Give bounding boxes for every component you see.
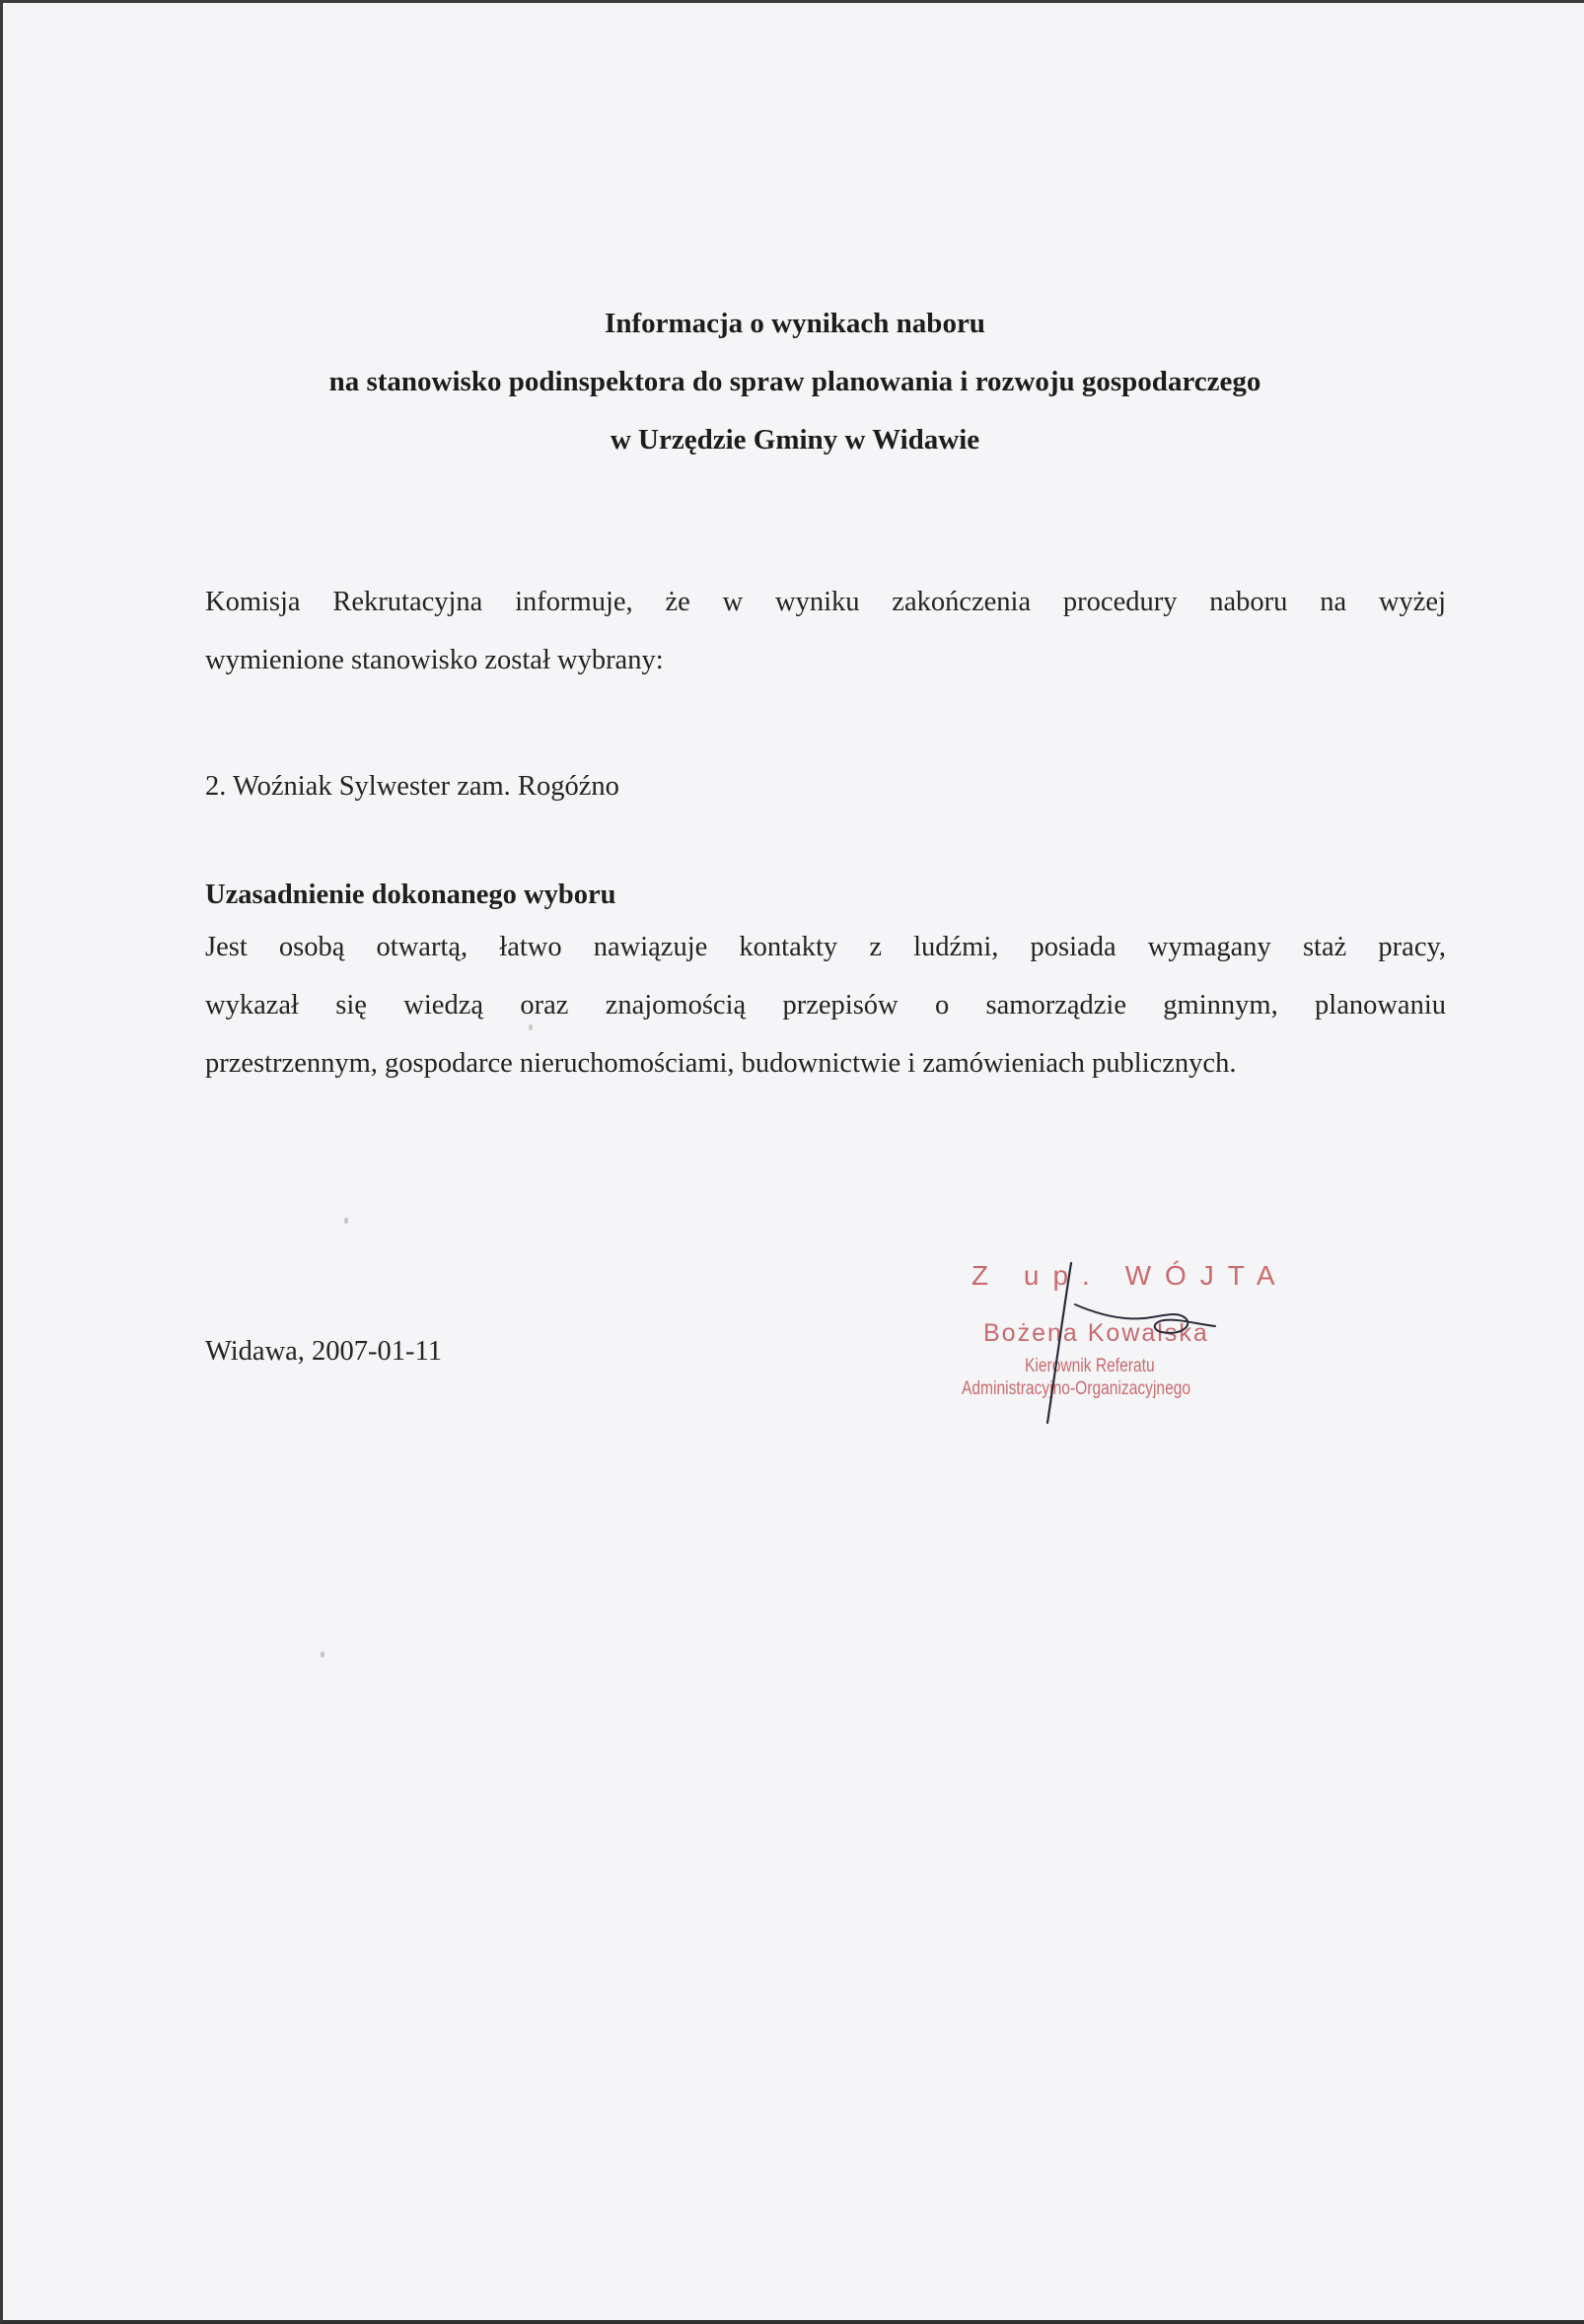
stamp-line-1: Z up. WÓJTA (972, 1260, 1289, 1291)
selected-candidate: 2. Woźniak Sylwester zam. Rogóźno (205, 771, 619, 802)
title-line-3: w Urzędzie Gminy w Widawie (610, 424, 980, 456)
scan-speck (344, 1218, 348, 1224)
justification-line-1: Jest osobą otwartą, łatwo nawiązuje kontakty z ludźmi, posiada wymagany staż pracy, (205, 932, 1446, 962)
title-line-1: Informacja o wynikach naboru (605, 308, 985, 339)
title-line-2: na stanowisko podinspektora do spraw planowania i rozwoju gospodarczego (328, 366, 1261, 397)
document-title (3, 295, 1584, 469)
intro-paragraph (205, 573, 1446, 689)
justification-heading: Uzasadnienie dokonanego wyboru (205, 880, 616, 910)
stamp-line-3: Kierownik Referatu (1025, 1356, 1155, 1376)
scan-speck (321, 1652, 324, 1657)
intro-line-1: Komisja Rekrutacyjna informuje, że w wyniku zakończenia procedury naboru na wyżej (205, 587, 1446, 617)
place-date: Widawa, 2007-01-11 (205, 1336, 442, 1367)
stamp-line-4: Administracyjno-Organizacyjnego (962, 1378, 1191, 1399)
scan-speck (529, 1024, 533, 1030)
justification-line-3: przestrzennym, gospodarce nieruchomościami, budownictwie i zamówieniach publicznych. (205, 1048, 1237, 1079)
stamp-line-2: Bożena Kowalska (983, 1319, 1209, 1347)
justification-line-2: wykazał się wiedzą oraz znajomością przepisów o samorządzie gminnym, planowaniu (205, 990, 1446, 1021)
intro-line-2: wymienione stanowisko został wybrany: (205, 645, 664, 675)
justification-paragraph (205, 918, 1446, 1092)
handwritten-signature (1004, 1253, 1260, 1431)
